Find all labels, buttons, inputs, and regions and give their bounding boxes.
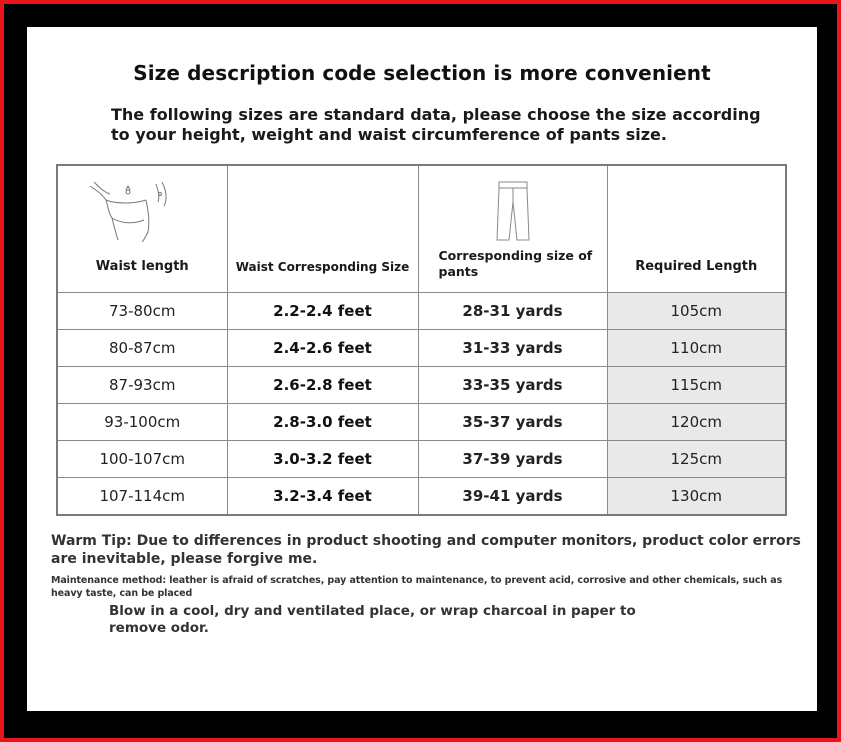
yards-cell: 33-35 yards: [418, 366, 607, 403]
table-row: [57, 440, 786, 477]
storage-note: Blow in a cool, dry and ventilated place, or wrap charcoal in paper to remove odor.: [109, 603, 636, 636]
header-waist-length-label: Waist length: [95, 259, 189, 274]
warm-tip: Warm Tip: Due to differences in product shooting and computer monitors, product color errors are inevitable, please forgive me.: [51, 533, 801, 567]
length-cell: 105cm: [607, 293, 786, 330]
yards-cell: 35-37 yards: [418, 403, 607, 440]
pants-icon: [493, 180, 533, 246]
table-header-row: [57, 165, 786, 293]
feet-cell: 2.6-2.8 feet: [227, 366, 418, 403]
length-cell: 120cm: [607, 403, 786, 440]
feet-cell: 3.0-3.2 feet: [227, 440, 418, 477]
header-pants-size-label: Corresponding size of pants: [438, 248, 593, 279]
feet-cell: 3.2-3.4 feet: [227, 477, 418, 515]
feet-cell: 2.4-2.6 feet: [227, 329, 418, 366]
size-chart-sheet: [27, 27, 817, 711]
waist-cell: 73-80cm: [57, 293, 227, 330]
length-cell: 130cm: [607, 477, 786, 515]
waist-cell: 107-114cm: [57, 477, 227, 515]
table-row: [57, 477, 786, 515]
table-row: [57, 403, 786, 440]
header-waist-size: [227, 165, 418, 293]
length-cell: 115cm: [607, 366, 786, 403]
header-pants-size: [418, 165, 607, 293]
header-required-length-label: Required Length: [635, 259, 758, 274]
yards-cell: 37-39 yards: [418, 440, 607, 477]
intro-text: The following sizes are standard data, please choose the size according to your height, weight and waist circumference of pants size.: [111, 105, 761, 144]
header-waist-length: [57, 165, 227, 293]
maintenance-note: Maintenance method: leather is afraid of scratches, pay attention to maintenance, to prevent acid, corrosive and other chemicals, such as heavy taste, can be placed: [51, 575, 783, 599]
table-row: [57, 329, 786, 366]
table-row: [57, 366, 786, 403]
length-cell: 110cm: [607, 329, 786, 366]
waist-cell: 100-107cm: [57, 440, 227, 477]
size-table: [56, 164, 787, 516]
yards-cell: 31-33 yards: [418, 329, 607, 366]
header-waist-size-label: Waist Corresponding Size: [235, 260, 410, 274]
waist-cell: 80-87cm: [57, 329, 227, 366]
waist-figure-icon: [86, 180, 170, 246]
feet-cell: 2.8-3.0 feet: [227, 403, 418, 440]
header-required-length: [607, 165, 786, 293]
length-cell: 125cm: [607, 440, 786, 477]
waist-cell: 87-93cm: [57, 366, 227, 403]
table-row: [57, 293, 786, 330]
waist-cell: 93-100cm: [57, 403, 227, 440]
yards-cell: 28-31 yards: [418, 293, 607, 330]
yards-cell: 39-41 yards: [418, 477, 607, 515]
page-title: Size description code selection is more convenient: [133, 61, 711, 85]
feet-cell: 2.2-2.4 feet: [227, 293, 418, 330]
